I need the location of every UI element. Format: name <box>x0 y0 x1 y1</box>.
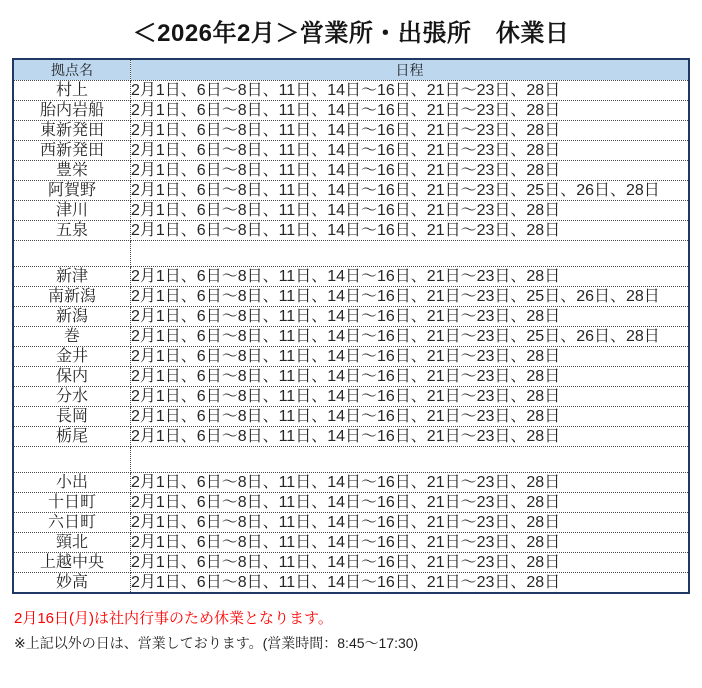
site-name: 妙高 <box>13 573 131 594</box>
table-row <box>13 347 689 367</box>
table-row <box>13 141 689 161</box>
page-title: ＜2026年2月＞営業所・出張所 休業日 <box>132 20 570 47</box>
closed-dates: 2月1日、6日～8日、11日、14日～16日、21日～23日、28日 <box>131 533 690 553</box>
site-name: 上越中央 <box>13 553 131 573</box>
table-row <box>13 201 689 221</box>
holiday-notice: 2月16日(月)は社内行事のため休業となります。 <box>14 610 333 627</box>
closed-dates: 2月1日、6日～8日、11日、14日～16日、21日～23日、28日 <box>131 267 690 287</box>
table-row <box>13 121 689 141</box>
site-name: 新潟 <box>13 307 131 327</box>
table-row-empty <box>13 447 689 473</box>
site-name: 村上 <box>13 81 131 101</box>
footer-notes <box>14 607 702 653</box>
column-header-schedule: 日程 <box>131 59 690 81</box>
table-row <box>13 307 689 327</box>
table-row <box>13 407 689 427</box>
table-row <box>13 553 689 573</box>
site-name: 長岡 <box>13 407 131 427</box>
site-name: 保内 <box>13 367 131 387</box>
site-name: 六日町 <box>13 513 131 533</box>
site-name: 小出 <box>13 473 131 493</box>
closed-dates: 2月1日、6日～8日、11日、14日～16日、21日～23日、28日 <box>131 367 690 387</box>
site-name: 津川 <box>13 201 131 221</box>
table-row <box>13 573 689 594</box>
table-row <box>13 221 689 241</box>
site-name: 巻 <box>13 327 131 347</box>
closed-dates: 2月1日、6日～8日、11日、14日～16日、21日～23日、25日、26日、28日 <box>131 181 690 201</box>
closed-dates: 2月1日、6日～8日、11日、14日～16日、21日～23日、28日 <box>131 307 690 327</box>
closed-dates: 2月1日、6日～8日、11日、14日～16日、21日～23日、28日 <box>131 141 690 161</box>
closed-dates: 2月1日、6日～8日、11日、14日～16日、21日～23日、28日 <box>131 121 690 141</box>
closed-dates: 2月1日、6日～8日、11日、14日～16日、21日～23日、28日 <box>131 573 690 594</box>
closed-dates: 2月1日、6日～8日、11日、14日～16日、21日～23日、28日 <box>131 161 690 181</box>
table-header <box>13 59 689 81</box>
column-header-site: 拠点名 <box>13 59 131 81</box>
site-name: 頸北 <box>13 533 131 553</box>
site-name: 分水 <box>13 387 131 407</box>
table-row <box>13 327 689 347</box>
table-row <box>13 427 689 447</box>
site-name: 南新潟 <box>13 287 131 307</box>
site-name: 新津 <box>13 267 131 287</box>
site-name <box>13 447 131 473</box>
table-row <box>13 101 689 121</box>
closed-dates: 2月1日、6日～8日、11日、14日～16日、21日～23日、28日 <box>131 493 690 513</box>
site-name <box>13 241 131 267</box>
closed-dates: 2月1日、6日～8日、11日、14日～16日、21日～23日、28日 <box>131 553 690 573</box>
site-name: 栃尾 <box>13 427 131 447</box>
header-row <box>13 59 689 81</box>
closed-dates: 2月1日、6日～8日、11日、14日～16日、21日～23日、25日、26日、28日 <box>131 287 690 307</box>
table-row <box>13 493 689 513</box>
closed-dates: 2月1日、6日～8日、11日、14日～16日、21日～23日、28日 <box>131 387 690 407</box>
closed-dates <box>131 447 690 473</box>
table-row <box>13 81 689 101</box>
closed-dates: 2月1日、6日～8日、11日、14日～16日、21日～23日、28日 <box>131 473 690 493</box>
site-name: 十日町 <box>13 493 131 513</box>
table-row-empty <box>13 241 689 267</box>
table-body <box>13 81 689 594</box>
site-name: 西新発田 <box>13 141 131 161</box>
closed-dates <box>131 241 690 267</box>
closed-dates: 2月1日、6日～8日、11日、14日～16日、21日～23日、25日、26日、28日 <box>131 327 690 347</box>
table-row <box>13 387 689 407</box>
table-row <box>13 161 689 181</box>
table-row <box>13 287 689 307</box>
site-name: 胎内岩船 <box>13 101 131 121</box>
site-name: 東新発田 <box>13 121 131 141</box>
closed-dates: 2月1日、6日～8日、11日、14日～16日、21日～23日、28日 <box>131 347 690 367</box>
closed-dates: 2月1日、6日～8日、11日、14日～16日、21日～23日、28日 <box>131 407 690 427</box>
table-row <box>13 181 689 201</box>
closed-dates: 2月1日、6日～8日、11日、14日～16日、21日～23日、28日 <box>131 81 690 101</box>
table-row <box>13 513 689 533</box>
table-row <box>13 473 689 493</box>
site-name: 豊栄 <box>13 161 131 181</box>
table-row <box>13 267 689 287</box>
business-hours-note: ※上記以外の日は、営業しております。(営業時間：8:45～17:30) <box>14 635 419 651</box>
closed-dates: 2月1日、6日～8日、11日、14日～16日、21日～23日、28日 <box>131 201 690 221</box>
site-name: 金井 <box>13 347 131 367</box>
table-row <box>13 533 689 553</box>
table-row <box>13 367 689 387</box>
site-name: 五泉 <box>13 221 131 241</box>
closed-dates: 2月1日、6日～8日、11日、14日～16日、21日～23日、28日 <box>131 427 690 447</box>
closed-dates: 2月1日、6日～8日、11日、14日～16日、21日～23日、28日 <box>131 513 690 533</box>
holiday-table <box>12 58 690 594</box>
closed-dates: 2月1日、6日～8日、11日、14日～16日、21日～23日、28日 <box>131 101 690 121</box>
site-name: 阿賀野 <box>13 181 131 201</box>
closed-dates: 2月1日、6日～8日、11日、14日～16日、21日～23日、28日 <box>131 221 690 241</box>
